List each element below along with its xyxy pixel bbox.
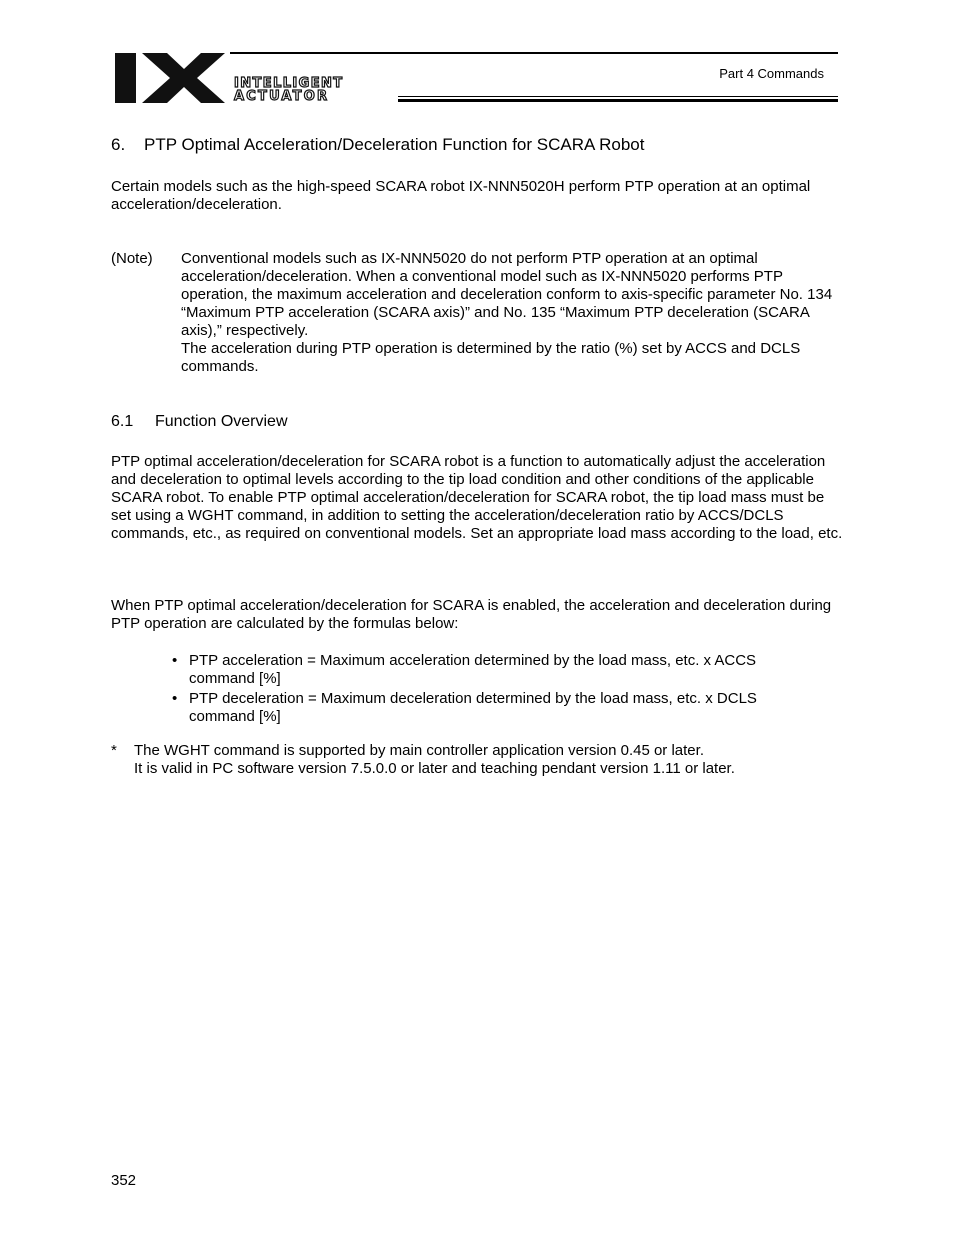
bullet-icon: •	[172, 652, 178, 669]
note-label: (Note)	[111, 250, 153, 267]
note-body	[181, 250, 841, 376]
header-rule-thin	[398, 96, 838, 97]
section-number: 6.	[111, 135, 126, 154]
footnote-line-2: It is valid in PC software version 7.5.0.0 or later and teaching pendant version 1.11 or later.	[134, 760, 735, 777]
formula-acceleration: PTP acceleration = Maximum acceleration determined by the load mass, etc. x ACCS command [%]	[189, 652, 757, 687]
section-heading	[111, 135, 644, 155]
section-title: PTP Optimal Acceleration/Deceleration Function for SCARA Robot	[144, 135, 645, 154]
footnote-line-1: The WGHT command is supported by main controller application version 0.45 or later.	[134, 742, 704, 759]
overview-paragraph-2: When PTP optimal acceleration/deceleration for SCARA is enabled, the acceleration and deceleration during PTP operation are calculated by the formulas below:	[111, 597, 832, 632]
subsection-title: Function Overview	[155, 413, 288, 430]
header-rule-thick	[398, 99, 838, 102]
note-paragraph-2: The acceleration during PTP operation is determined by the ratio (%) set by ACCS and DCLS commands.	[181, 340, 801, 375]
subsection-number: 6.1	[111, 413, 134, 430]
note-paragraph-1: Conventional models such as IX-NNN5020 do not perform PTP operation at an optimal acceleration/deceleration. When a conventional model such as IX-NNN5020 performs PTP operation, the maximum acceleration and deceleration conform to axis-specific parameter No. 134 “Maximum PTP acceleration (SCARA axis)” and No. 135 “Maximum PTP deceleration (SCARA axis),” respectively.	[181, 250, 833, 339]
footnote-mark: *	[111, 742, 117, 759]
intro-paragraph: Certain models such as the high-speed SCARA robot IX-NNN5020H perform PTP operation at an optimal acceleration/deceleration.	[111, 178, 811, 213]
formula-list	[172, 652, 812, 728]
logo-line2: ACTUATOR	[234, 89, 330, 104]
footnote	[134, 742, 834, 778]
overview-paragraph-1: PTP optimal acceleration/deceleration for SCARA robot is a function to automatically adjust the acceleration and deceleration to optimal levels according to the tip load condition and other conditions of the applicable SCARA robot. To enable PTP optimal acceleration/deceleration for SCARA robot, the tip load mass must be set using a WGHT command, in addition to setting the acceleration/deceleration ratio by ACCS/DCLS commands, etc., as required on conventional models. Set an appropriate load mass according to the load, etc.	[111, 453, 843, 542]
list-item	[172, 690, 812, 726]
ix-logo	[115, 52, 227, 104]
logo-line1: INTELLIGENT	[234, 76, 344, 91]
formula-deceleration: PTP deceleration = Maximum deceleration determined by the load mass, etc. x DCLS command [%]	[189, 690, 757, 725]
header-rule-top	[230, 52, 838, 54]
logo-wordmark	[234, 77, 399, 105]
part-label: Part 4 Commands	[719, 66, 824, 81]
subsection-heading	[111, 412, 288, 431]
page-number: 352	[111, 1172, 137, 1189]
bullet-icon: •	[172, 690, 178, 707]
list-item	[172, 652, 812, 688]
